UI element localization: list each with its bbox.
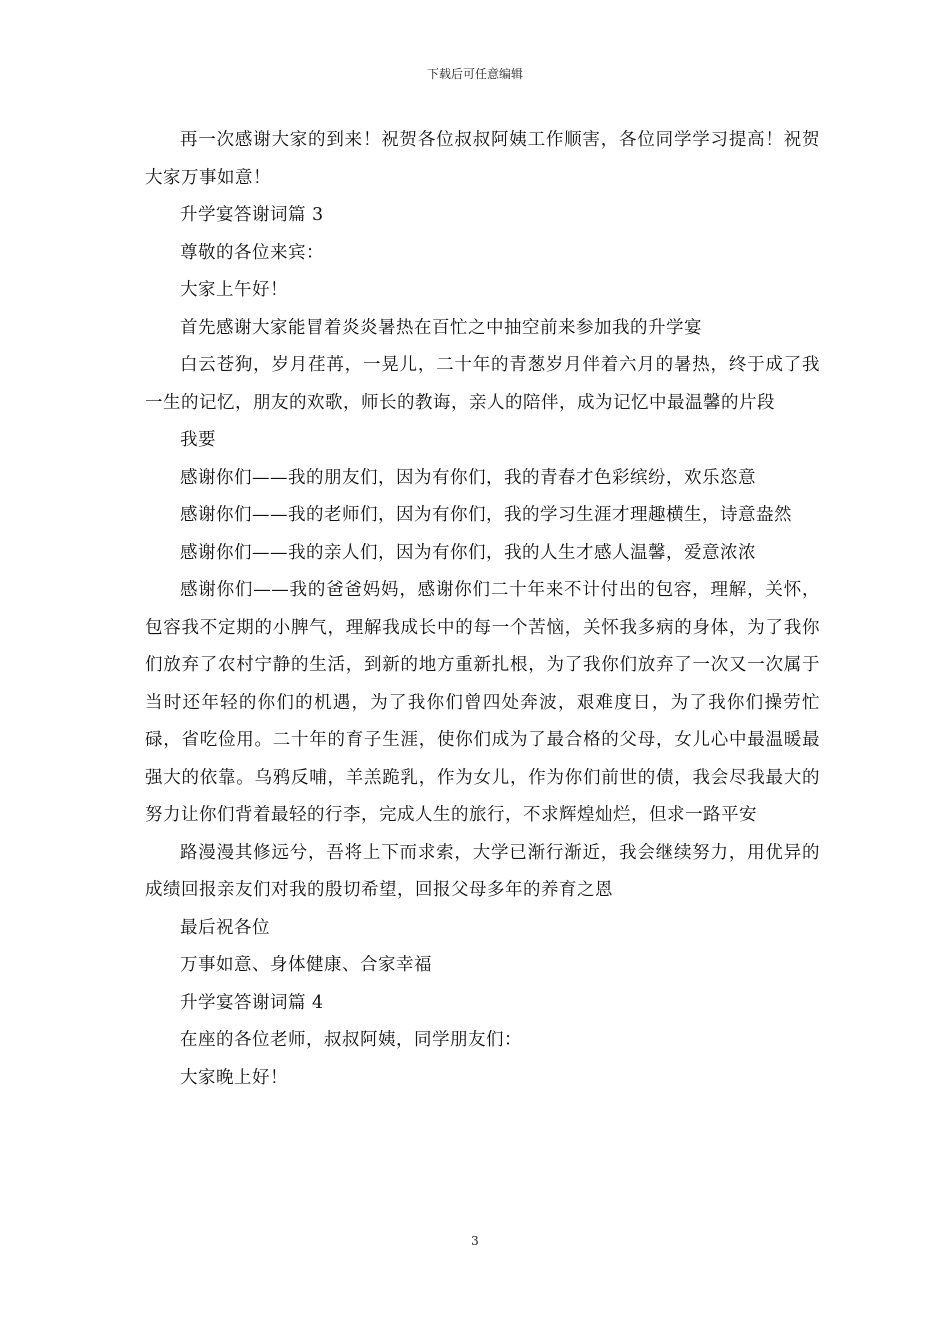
salutation-guests: 尊敬的各位来宾： <box>180 242 324 263</box>
paragraph-memories: 白云苍狗，岁月荏苒，一晃儿，二十年的青葱岁月伴着六月的暑热，终于成了我一生的记忆，朋友的欢歌，师长的教诲，亲人的陪伴，成为记忆中最温馨的片段 <box>145 355 820 413</box>
paragraph-closing-thanks: 再一次感谢大家的到来！祝贺各位叔叔阿姨工作顺害，各位同学学习提高！祝贺大家万事如意！ <box>145 130 820 188</box>
paragraph-thanks-teachers: 感谢你们——我的老师们，因为有你们，我的学习生涯才理趣横生，诗意盎然 <box>180 505 792 525</box>
paragraph-final-wish: 最后祝各位 <box>180 917 270 938</box>
page-number: 3 <box>471 1234 479 1248</box>
paragraph-future-effort: 路漫漫其修远兮，吾将上下而求索，大学已渐行渐近，我会继续努力，用优异的成绩回报亲友们对我的殷切希望，回报父母多年的养育之恩 <box>145 842 820 900</box>
paragraph-i-want: 我要 <box>180 430 216 450</box>
salutation-teachers: 在座的各位老师，叔叔阿姨，同学朋友们： <box>180 1030 522 1050</box>
greeting-morning: 大家上午好！ <box>180 280 288 300</box>
page-header: 下载后可任意编辑 <box>426 67 523 81</box>
paragraph-thanks-relatives: 感谢你们——我的亲人们，因为有你们，我的人生才感人温馨，爱意浓浓 <box>180 542 756 563</box>
paragraph-thanks-friends: 感谢你们——我的朋友们，因为有你们，我的青春才色彩缤纷，欢乐恣意 <box>180 467 756 488</box>
paragraph-opening-thanks: 首先感谢大家能冒着炎炎暑热在百忙之中抽空前来参加我的升学宴 <box>180 317 702 338</box>
paragraph-blessings: 万事如意、身体健康、合家幸福 <box>180 955 432 975</box>
paragraph-thanks-parents: 感谢你们——我的爸爸妈妈，感谢你们二十年来不计付出的包容，理解，关怀，包容我不定期的小脾气，理解我成长中的每一个苦恼，关怀我多病的身体，为了我你们放弃了农村宁静的生活，到新的地方重新扎根，为了我你们放弃了一次又一次属于当时还年轻的你们的机遇，为了我你们曾四处奔波，艰难度日，为了我你们操劳忙碌，省吃俭用。二十年的育子生涯，使你们成为了最合格的父母，女儿心中最温暖最强大的依靠。乌鸦反哺，羊羔跪乳，作为女儿，作为你们前世的债，我会尽我最大的努力让你们背着最轻的行李，完成人生的旅行，不求辉煌灿烂，但求一路平安 <box>145 580 820 825</box>
greeting-evening: 大家晚上好！ <box>180 1067 288 1088</box>
section-title-3: 升学宴答谢词篇 3 <box>180 205 324 225</box>
document-body <box>145 122 820 1097</box>
section-title-4: 升学宴答谢词篇 4 <box>180 992 324 1013</box>
